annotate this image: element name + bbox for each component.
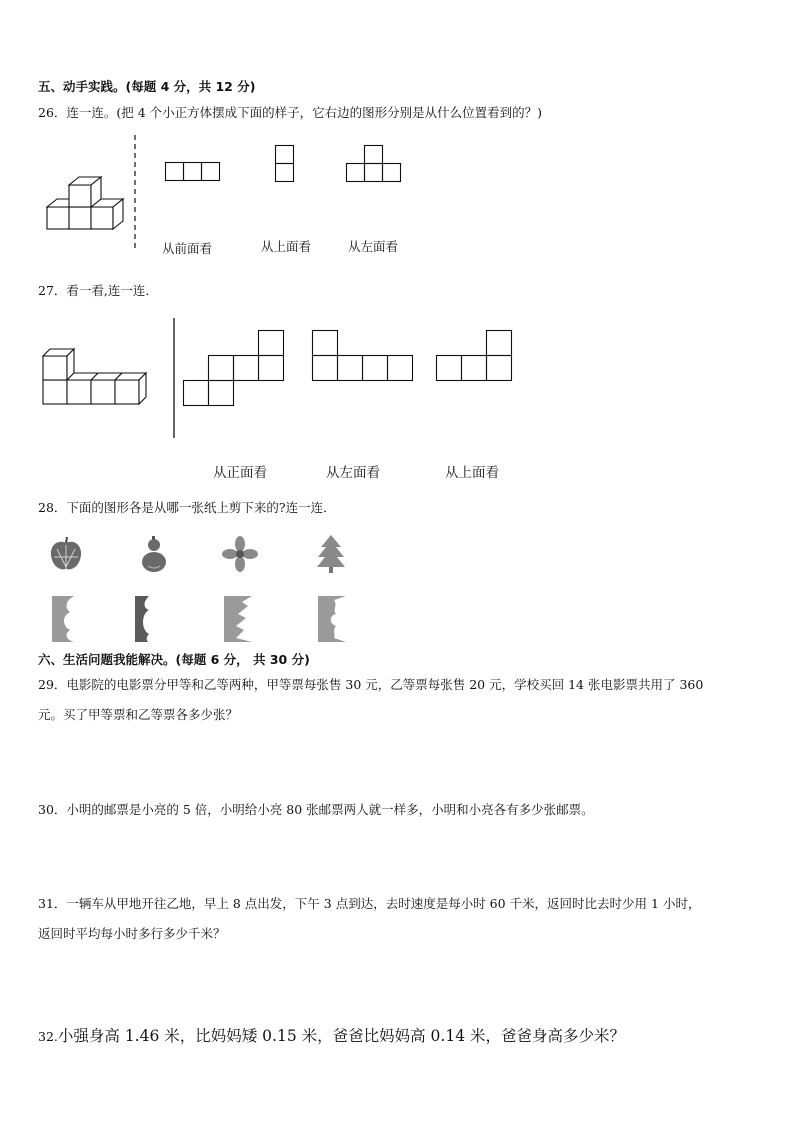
question-27-text: 27．看一看,连一连． [38, 283, 158, 298]
question-32 [38, 1024, 625, 1046]
question-29-line-1: 29．电影院的电影票分甲等和乙等两种，甲等票每张售 30 元，乙等票每张售 20 元，学校买回 14 张电影票共用了 360 [38, 677, 704, 692]
question-32-text: 小强身高 1.46 米，比妈妈矮 0.15 米，爸爸比妈妈高 0.14 米，爸爸身高多少米？ [57, 1027, 625, 1045]
q26-dashed-divider [133, 135, 137, 250]
section-6-heading: 六、生活问题我能解决。(每题 6 分， 共 30 分) [38, 652, 310, 667]
q27-label-front: 从正面看 [213, 465, 267, 481]
question-28-text: 28．下面的图形各是从哪一张纸上剪下来的?连一连． [38, 500, 336, 515]
q27-label-left: 从左面看 [326, 465, 380, 481]
q26-cube-stack-figure [44, 182, 124, 242]
q26-view-vertical-two [275, 145, 295, 183]
flower-icon [222, 536, 258, 572]
gourd-icon [139, 536, 169, 574]
question-31-line-1: 31．一辆车从甲地开往乙地，早上 8 点出发，下午 3 点到达，去时速度是每小时 60 千米，返回时比去时少用 1 小时， [38, 896, 701, 911]
q27-view-b [312, 330, 414, 382]
q26-label-top: 从上面看 [261, 239, 312, 254]
q26-view-t-shape [346, 145, 403, 183]
q27-divider [172, 318, 176, 438]
question-31-line-2: 返回时平均每小时多行多少千米？ [38, 926, 226, 941]
question-32-number: 32. [38, 1029, 58, 1044]
q27-view-c [436, 330, 514, 382]
paper-piece-4-icon [318, 596, 346, 642]
paper-piece-2-icon [135, 596, 165, 642]
question-26-text: 26．连一连。(把 4 个小正方体摆成下面的样子，它右边的图形分别是从什么位置看到的？) [38, 105, 543, 120]
q26-label-left: 从左面看 [348, 239, 399, 254]
q27-cube-model-figure [42, 352, 157, 408]
paper-piece-1-icon [52, 596, 86, 642]
paper-piece-3-icon [224, 596, 252, 642]
q26-label-front: 从前面看 [162, 241, 213, 256]
q27-label-top: 从上面看 [445, 465, 499, 481]
question-30-text: 30．小明的邮票是小亮的 5 倍，小明给小亮 80 张邮票两人就一样多，小明和小亮各有多少张邮票。 [38, 802, 594, 817]
tree-icon [316, 535, 346, 573]
section-5-heading: 五、动手实践。(每题 4 分，共 12 分) [38, 79, 256, 94]
question-29-line-2: 元。买了甲等票和乙等票各多少张？ [38, 707, 239, 722]
q26-view-front-row-of-three [165, 162, 222, 182]
apple-icon [48, 537, 84, 573]
q27-view-a [183, 330, 285, 408]
